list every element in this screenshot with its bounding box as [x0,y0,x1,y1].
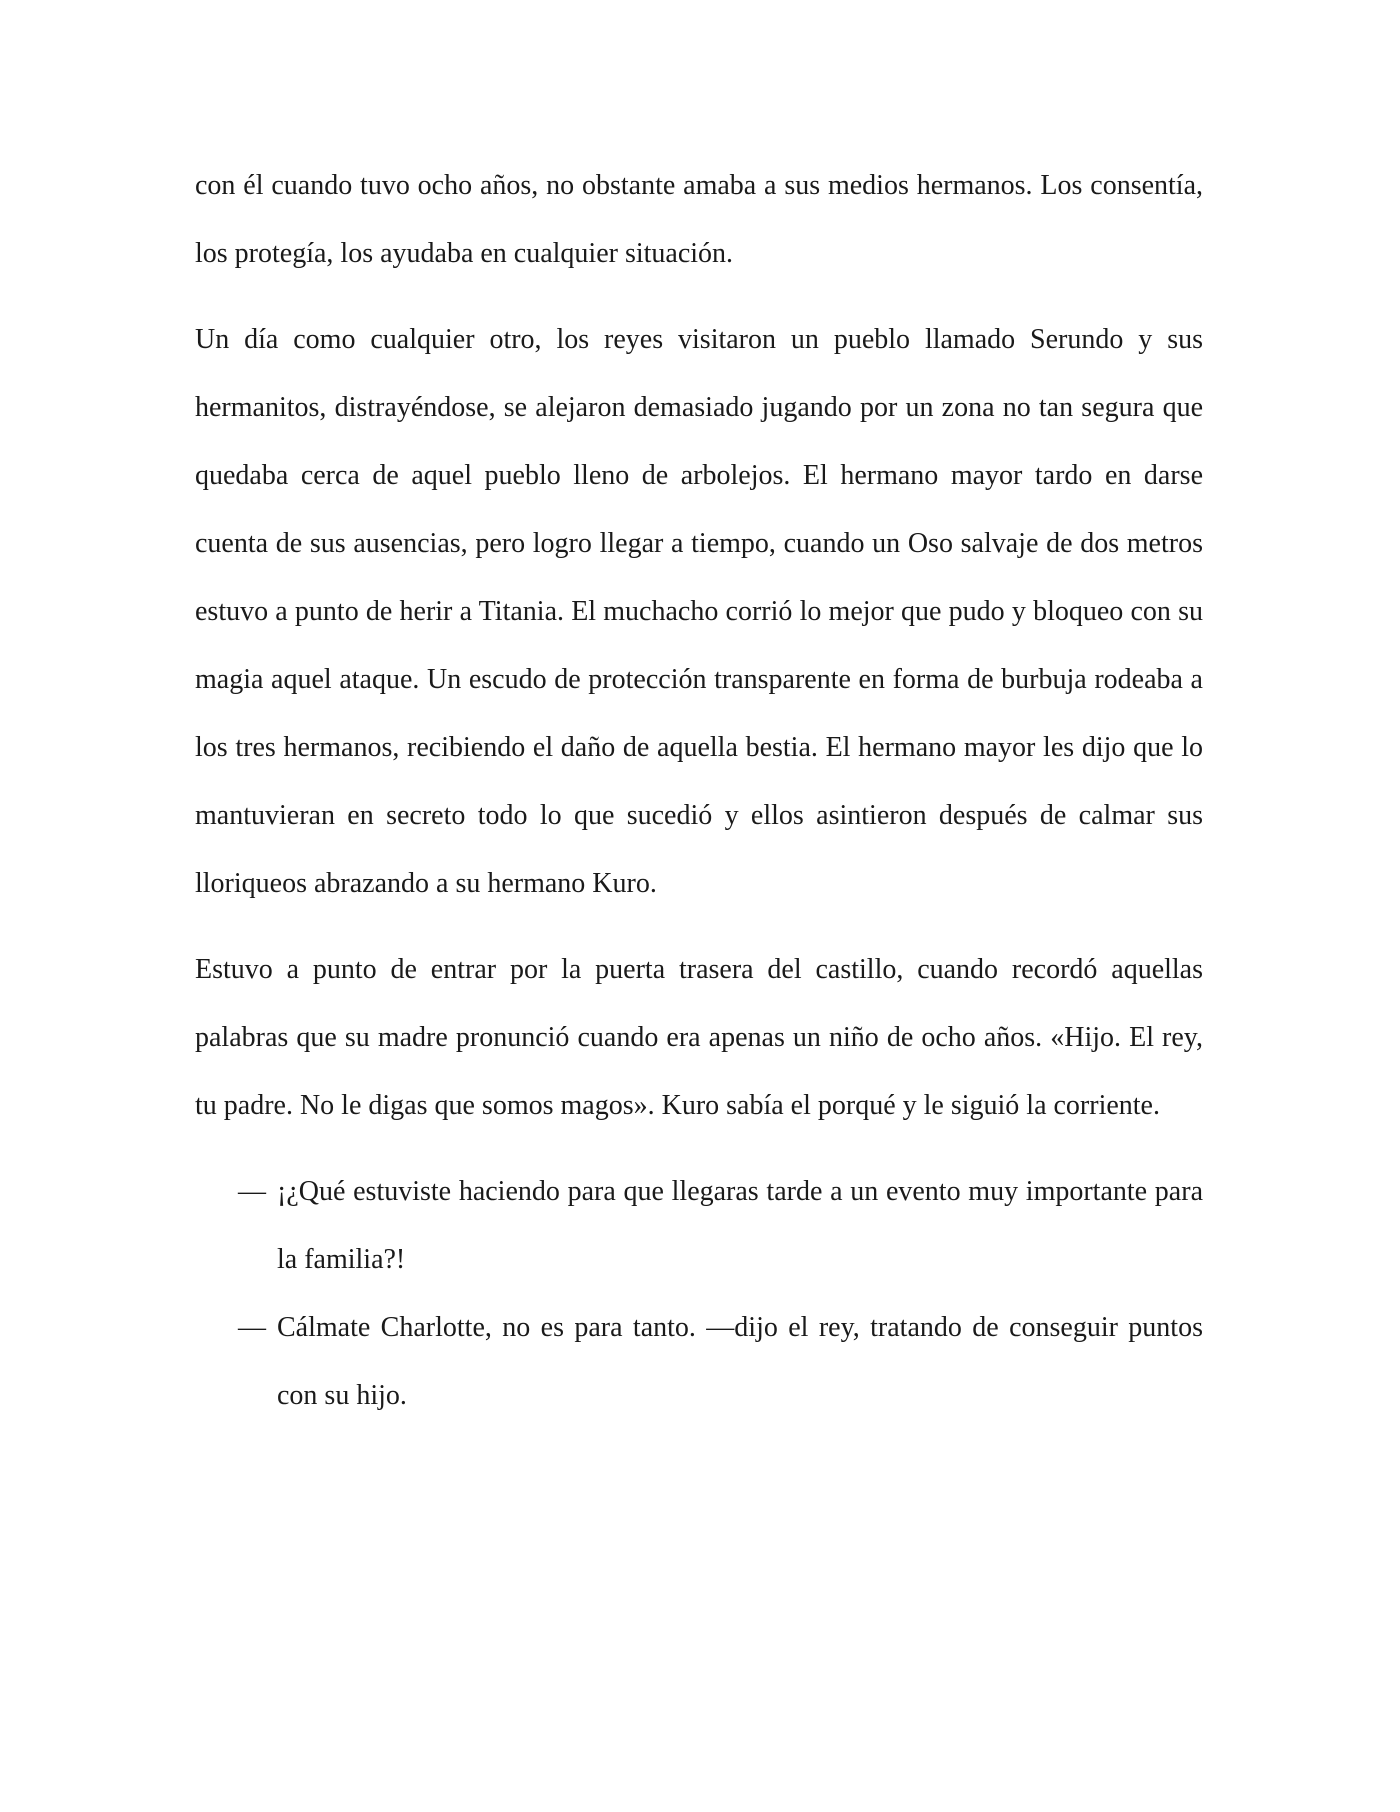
dialogue-dash: — [238,1312,266,1343]
dialogue-text: ¡¿Qué estuviste haciendo para que llegaras tarde a un evento muy importante para la familia?! [277,1176,1203,1275]
dialogue-line-1 [195,1158,1203,1294]
dialogue-list [195,1158,1203,1430]
dialogue-dash: — [238,1176,266,1207]
dialogue-text: Cálmate Charlotte, no es para tanto. —dijo el rey, tratando de conseguir puntos con su hijo. [277,1312,1203,1411]
paragraph-2: Un día como cualquier otro, los reyes visitaron un pueblo llamado Serundo y sus hermanitos, distrayéndose, se alejaron demasiado jugando por un zona no tan segura que quedaba cerca de aquel pueblo lleno de arbolejos. El hermano mayor tardo en darse cuenta de sus ausencias, pero logro llegar a tiempo, cuando un Oso salvaje de dos metros estuvo a punto de herir a Titania. El muchacho corrió lo mejor que pudo y bloqueo con su magia aquel ataque. Un escudo de protección transparente en forma de burbuja rodeaba a los tres hermanos, recibiendo el daño de aquella bestia. El hermano mayor les dijo que lo mantuvieran en secreto todo lo que sucedió y ellos asintieron después de calmar sus lloriqueos abrazando a su hermano Kuro. [195,324,1203,899]
body-text [195,152,1203,1430]
paragraph-3: Estuvo a punto de entrar por la puerta trasera del castillo, cuando recordó aquellas palabras que su madre pronunció cuando era apenas un niño de ocho años. «Hijo. El rey, tu padre. No le digas que somos magos». Kuro sabía el porqué y le siguió la corriente. [195,954,1203,1121]
paragraph-1: con él cuando tuvo ocho años, no obstante amaba a sus medios hermanos. Los consentía, los protegía, los ayudaba en cualquier situación. [195,170,1203,269]
dialogue-line-2 [195,1294,1203,1430]
